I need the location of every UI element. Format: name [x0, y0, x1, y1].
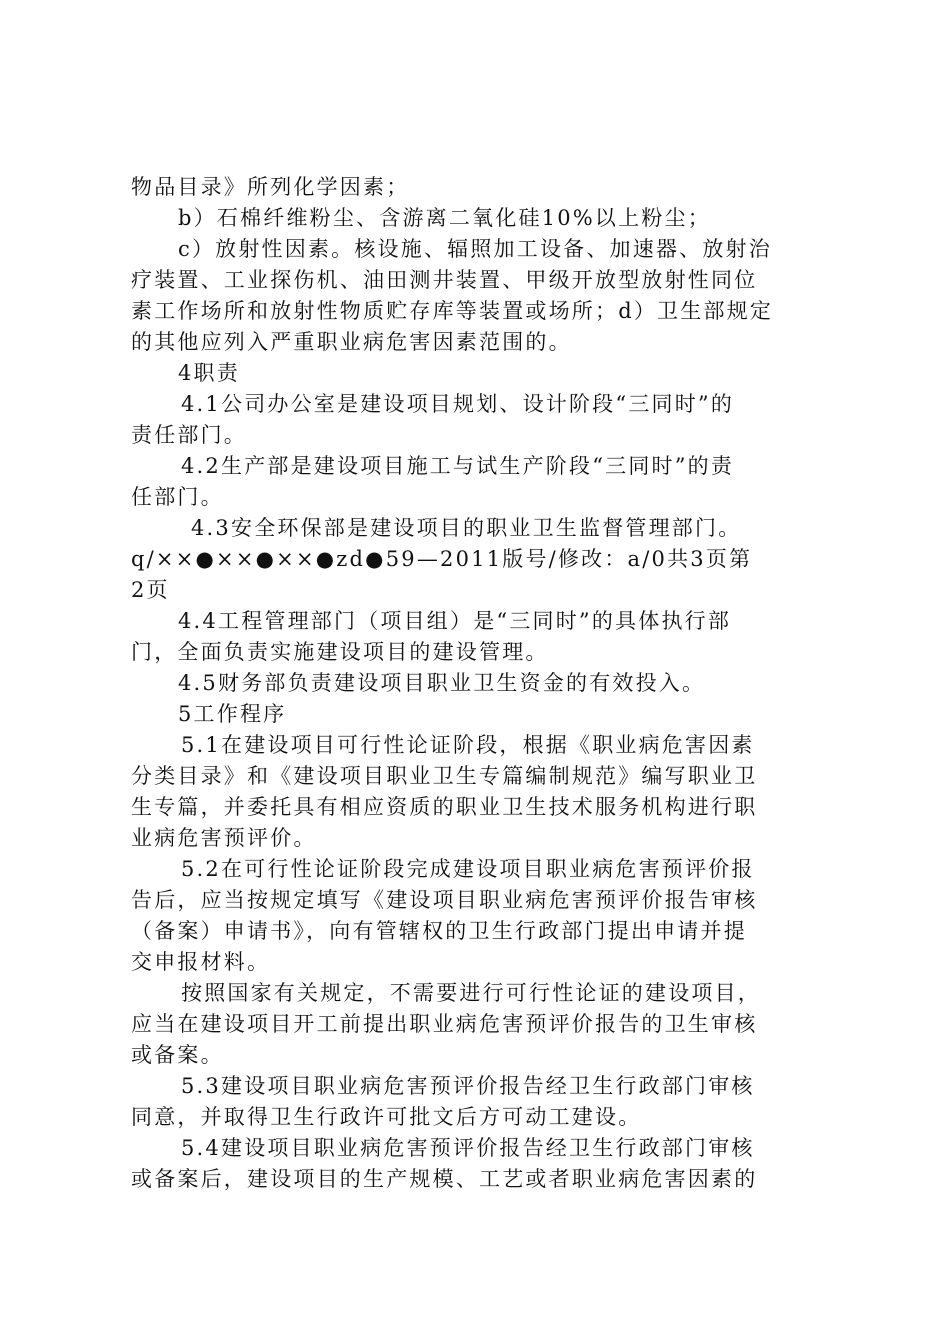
text-line: 4.3安全环保部是建设项目的职业卫生监督管理部门。	[191, 516, 742, 540]
text-line: 业病危害预评价。	[131, 826, 317, 850]
text-line: 4.5财务部负责建设项目职业卫生资金的有效投入。	[178, 671, 706, 695]
text-line: 4.4工程管理部门（项目组）是“三同时”的具体执行部	[178, 609, 732, 633]
text-line: 2页	[131, 578, 170, 602]
text-line: 5.2在可行性论证阶段完成建设项目职业病危害预评价报	[181, 857, 755, 881]
text-line: q/××●××●××●zd●59—2011版号/修改：a/0共3页第	[131, 547, 753, 571]
text-line: 任部门。	[131, 485, 224, 509]
text-line: 告后，应当按规定填写《建设项目职业病危害预评价报告审核	[131, 888, 758, 912]
text-line: 5.3建设项目职业病危害预评价报告经卫生行政部门审核	[181, 1074, 755, 1098]
text-line: 分类目录》和《建设项目职业卫生专篇编制规范》编写职业卫	[131, 764, 758, 788]
text-line: 或备案。	[131, 1043, 224, 1067]
text-line: 5.1在建设项目可行性论证阶段，根据《职业病危害因素	[181, 733, 755, 757]
text-line: 按照国家有关规定，不需要进行可行性论证的建设项目，	[181, 981, 761, 1005]
text-line: 物品目录》所列化学因素；	[131, 175, 410, 199]
text-line: 生专篇，并委托具有相应资质的职业卫生技术服务机构进行职	[131, 795, 758, 819]
text-line: 疗装置、工业探伤机、油田测井装置、甲级开放型放射性同位	[131, 268, 758, 292]
text-line: 5工作程序	[178, 702, 287, 726]
text-line: 或备案后，建设项目的生产规模、工艺或者职业病危害因素的	[131, 1167, 758, 1191]
document-body	[131, 172, 831, 1195]
text-line: 4.1公司办公室是建设项目规划、设计阶段“三同时”的	[181, 392, 735, 416]
text-line: 应当在建设项目开工前提出职业病危害预评价报告的卫生审核	[131, 1012, 758, 1036]
text-line: 素工作场所和放射性物质贮存库等装置或场所；d）卫生部规定	[131, 299, 774, 323]
text-line: 同意，并取得卫生行政许可批文后方可动工建设。	[131, 1105, 642, 1129]
text-line: c）放射性因素。核设施、辐照加工设备、加速器、放射治	[178, 237, 772, 261]
text-line: 4职责	[178, 361, 240, 385]
text-line: 交申报材料。	[131, 950, 271, 974]
text-line: b）石棉纤维粉尘、含游离二氧化硅10%以上粉尘；	[178, 206, 711, 230]
text-line: 4.2生产部是建设项目施工与试生产阶段“三同时”的责	[181, 454, 735, 478]
text-line: （备案）申请书》，向有管辖权的卫生行政部门提出申请并提	[131, 919, 747, 943]
text-line: 责任部门。	[131, 423, 247, 447]
text-line: 的其他应列入严重职业病危害因素范围的。	[131, 330, 572, 354]
text-line: 5.4建设项目职业病危害预评价报告经卫生行政部门审核	[181, 1136, 755, 1160]
text-line: 门，全面负责实施建设项目的建设管理。	[131, 640, 549, 664]
